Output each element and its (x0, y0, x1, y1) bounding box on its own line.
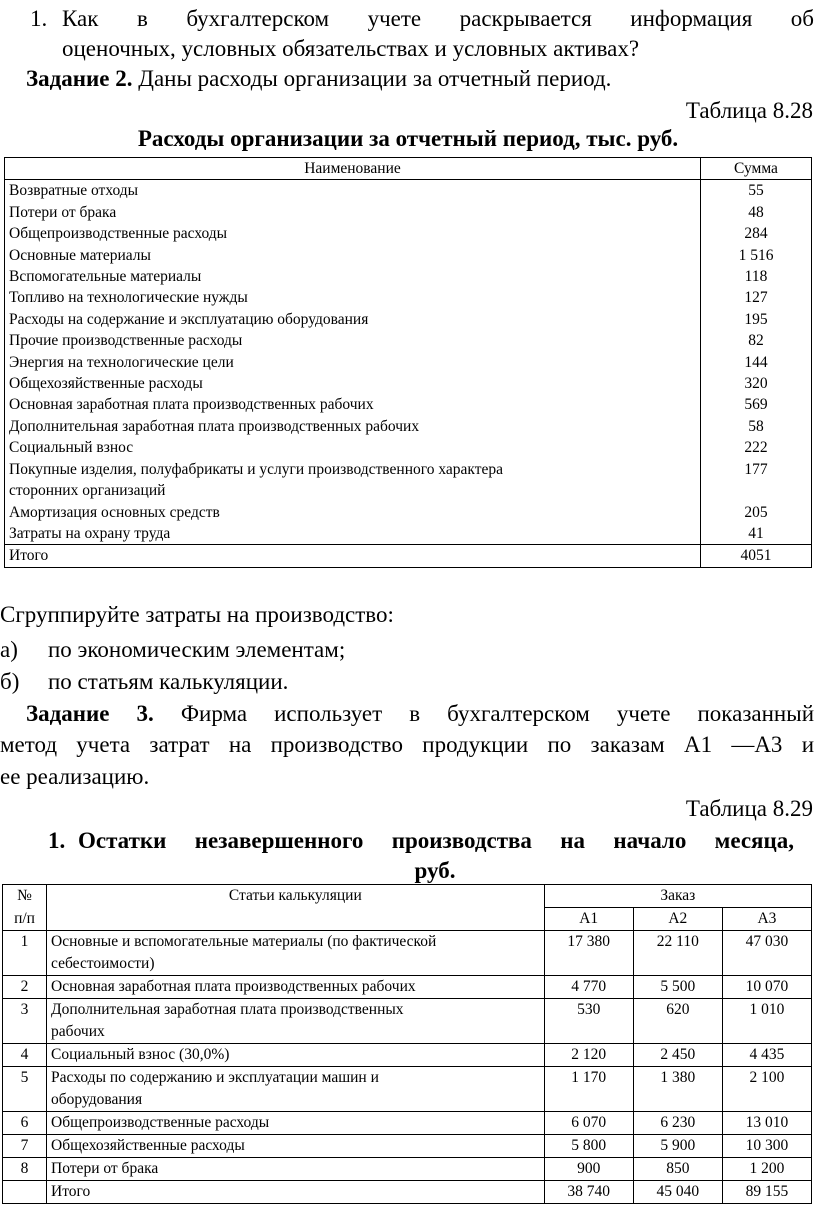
wip-total-row (3, 1181, 812, 1204)
wip-a3: 10 070 (722, 976, 811, 999)
expense-name-line: Вспомогательные материалы (9, 268, 202, 286)
header-a1: А1 (544, 908, 633, 931)
wip-a3: 47 030 (722, 931, 811, 976)
wip-a3: 1 200 (722, 1158, 811, 1181)
wip-a1: 1 170 (544, 1067, 633, 1112)
expense-name (5, 202, 701, 223)
table-8-29-title-line-2: руб. (414, 858, 456, 883)
expense-name (5, 373, 701, 394)
expense-row (5, 437, 812, 458)
expense-row (5, 309, 812, 330)
wip-a1: 17 380 (544, 931, 633, 976)
task-3-line-1 (26, 699, 814, 729)
expense-row (5, 394, 812, 415)
task-3-line-3: ее реализацию. (0, 764, 150, 789)
wip-total-label: Итого (47, 1181, 545, 1204)
expense-name (5, 437, 701, 458)
wip-a3: 4 435 (722, 1044, 811, 1067)
expense-row (5, 202, 812, 223)
expense-name (5, 287, 701, 308)
item-b: по статьям калькуляции. (48, 669, 289, 694)
expense-name (5, 223, 701, 244)
wip-row-name (47, 1067, 545, 1112)
expense-name (5, 266, 701, 287)
table-8-29-number: Таблица 8.29 (685, 796, 813, 821)
expense-sum: 82 (701, 330, 812, 351)
expense-row (5, 523, 812, 545)
expense-sum: 55 (701, 180, 812, 202)
wip-row-number: 8 (3, 1158, 47, 1181)
task-2-heading (26, 64, 611, 94)
expense-name-line: Возвратные отходы (9, 182, 139, 200)
item-a: по экономическим элементам; (48, 637, 346, 662)
wip-row-name-line: Основная заработная плата производственных рабочих (51, 978, 416, 995)
expense-name (5, 502, 701, 523)
wip-a2: 620 (633, 999, 722, 1044)
expense-name-line: Прочие производственные расходы (9, 332, 243, 350)
question-1-number: 1. (30, 6, 48, 31)
expense-sum: 284 (701, 223, 812, 244)
expense-name-line: Амортизация основных средств (9, 503, 220, 521)
table-8-29-title-line-1: Остатки незавершенного производства на начало месяца, (78, 828, 794, 853)
wip-a3: 1 010 (722, 999, 811, 1044)
question-1-line-2: оценочных, условных обязательствах и условных активах? (62, 36, 640, 61)
wip-row (3, 1158, 812, 1181)
wip-row-name-line: Основные и вспомогательные материалы (по фактической (51, 933, 437, 950)
wip-row-number: 3 (3, 999, 47, 1044)
header-num-2: п/п (3, 908, 47, 931)
wip-a2: 1 380 (633, 1067, 722, 1112)
wip-header-row-2 (3, 908, 812, 931)
expense-row (5, 330, 812, 351)
wip-total-number (3, 1181, 47, 1204)
wip-row-name-line-2: рабочих (51, 1023, 105, 1040)
expense-total-sum: 4051 (701, 545, 812, 567)
wip-a3: 13 010 (722, 1112, 811, 1135)
expense-sum: 1 516 (701, 245, 812, 266)
wip-row-number: 1 (3, 931, 47, 976)
table-8-29-title-number: 1. (48, 828, 66, 853)
wip-header-row-1 (3, 885, 812, 908)
wip-a1: 530 (544, 999, 633, 1044)
expense-sum: 127 (701, 287, 812, 308)
expense-row (5, 287, 812, 308)
wip-row-name-line: Общехозяйственные расходы (51, 1137, 245, 1154)
header-sum: Сумма (701, 158, 812, 180)
expense-name-line-2: сторонних организаций (9, 482, 166, 500)
expense-sum: 320 (701, 373, 812, 394)
task-3-label: Задание 3. (26, 701, 154, 726)
header-a3: А3 (722, 908, 811, 931)
wip-row-name-line-2: себестоимости) (51, 955, 155, 972)
wip-a1: 2 120 (544, 1044, 633, 1067)
expense-sum: 177 (701, 459, 812, 502)
expense-name-line: Расходы на содержание и эксплуатацию оборудования (9, 310, 369, 328)
expense-sum: 144 (701, 352, 812, 373)
wip-a1: 6 070 (544, 1112, 633, 1135)
expense-name (5, 523, 701, 545)
expense-name-line: Общехозяйственные расходы (9, 375, 203, 393)
expense-row (5, 180, 812, 202)
wip-row (3, 999, 812, 1044)
expense-sum: 195 (701, 309, 812, 330)
wip-a2: 850 (633, 1158, 722, 1181)
wip-row-name (47, 1158, 545, 1181)
wip-row-name (47, 931, 545, 976)
instruction: Сгруппируйте затраты на производство: (0, 602, 394, 627)
wip-table (2, 884, 812, 1204)
wip-total-a3: 89 155 (722, 1181, 811, 1204)
expense-name-line: Энергия на технологические цели (9, 353, 234, 371)
expense-row (5, 223, 812, 244)
wip-a1: 5 800 (544, 1135, 633, 1158)
expense-name-line: Затраты на охрану труда (9, 524, 171, 542)
expense-name (5, 416, 701, 437)
wip-row-name (47, 999, 545, 1044)
expense-name-line: Дополнительная заработная плата производственных рабочих (9, 417, 420, 435)
expense-name (5, 394, 701, 415)
wip-row-name-line: Социальный взнос (30,0%) (51, 1046, 230, 1063)
expense-name (5, 330, 701, 351)
wip-row (3, 1044, 812, 1067)
item-b-marker: б) (0, 669, 20, 694)
expense-row (5, 459, 812, 502)
wip-a3: 2 100 (722, 1067, 811, 1112)
wip-total-a2: 45 040 (633, 1181, 722, 1204)
expense-name (5, 180, 701, 202)
wip-row-name-line-2: оборудования (51, 1091, 143, 1108)
table-8-28-title (0, 124, 816, 154)
expense-row (5, 266, 812, 287)
question-1-line-1: Как в бухгалтерском учете раскрывается информация об (62, 6, 814, 31)
expense-name-line: Топливо на технологические нужды (9, 289, 248, 307)
expense-sum: 58 (701, 416, 812, 437)
wip-row-name (47, 1135, 545, 1158)
wip-row-number: 2 (3, 976, 47, 999)
expense-name-line: Общепроизводственные расходы (9, 225, 228, 243)
expense-sum: 222 (701, 437, 812, 458)
expense-sum: 41 (701, 523, 812, 545)
task-3-text: Фирма использует в бухгалтерском учете показанный (153, 701, 815, 726)
expense-name-line: Потери от брака (9, 203, 117, 221)
expense-name-line: Основная заработная плата производственных рабочих (9, 396, 374, 414)
header-name: Наименование (5, 158, 701, 180)
expense-name (5, 245, 701, 266)
wip-a1: 900 (544, 1158, 633, 1181)
expense-sum: 48 (701, 202, 812, 223)
wip-row-name-line: Расходы по содержанию и эксплуатации машин и (51, 1069, 379, 1086)
expense-name (5, 459, 701, 502)
header-num-1: № (3, 885, 47, 908)
expense-row (5, 352, 812, 373)
wip-row (3, 1112, 812, 1135)
wip-a3: 10 300 (722, 1135, 811, 1158)
table-8-28-number: Таблица 8.28 (685, 98, 813, 123)
expenses-table (4, 157, 812, 568)
expense-total-label: Итого (5, 545, 701, 567)
wip-total-a1: 38 740 (544, 1181, 633, 1204)
expenses-table-header (5, 158, 812, 180)
header-order: Заказ (544, 885, 811, 908)
wip-a2: 5 900 (633, 1135, 722, 1158)
expense-row (5, 416, 812, 437)
task-2-text: Даны расходы организации за отчетный период. (132, 66, 612, 91)
wip-row-number: 7 (3, 1135, 47, 1158)
expense-sum: 205 (701, 502, 812, 523)
expense-row (5, 502, 812, 523)
wip-row-number: 5 (3, 1067, 47, 1112)
expense-row (5, 245, 812, 266)
wip-a2: 6 230 (633, 1112, 722, 1135)
wip-a2: 2 450 (633, 1044, 722, 1067)
wip-row (3, 931, 812, 976)
wip-row (3, 1135, 812, 1158)
wip-row-name (47, 1044, 545, 1067)
wip-row-name-line: Общепроизводственные расходы (51, 1114, 270, 1131)
header-items-empty (47, 908, 545, 931)
expense-name-line: Социальный взнос (9, 439, 134, 457)
item-a-marker: а) (0, 637, 18, 662)
header-a2: А2 (633, 908, 722, 931)
expense-total-row (5, 545, 812, 567)
expense-name-line: Покупные изделия, полуфабрикаты и услуги производственного характера (9, 460, 503, 478)
table-8-28-title-text: Расходы организации за отчетный период, тыс. руб. (137, 126, 679, 151)
task-3-line-2: метод учета затрат на производство продукции по заказам А1 —А3 и (0, 732, 814, 757)
wip-row-name-line: Дополнительная заработная плата производственных (51, 1001, 404, 1018)
wip-row-number: 4 (3, 1044, 47, 1067)
wip-a2: 5 500 (633, 976, 722, 999)
wip-row-name-line: Потери от брака (51, 1160, 159, 1177)
header-items: Статьи калькуляции (47, 885, 545, 908)
expense-sum: 118 (701, 266, 812, 287)
expense-name (5, 309, 701, 330)
wip-row-name (47, 1112, 545, 1135)
wip-row-name (47, 976, 545, 999)
task-2-label: Задание 2. (26, 66, 133, 91)
expense-name (5, 352, 701, 373)
wip-a1: 4 770 (544, 976, 633, 999)
expense-name-line: Основные материалы (9, 246, 151, 264)
wip-row (3, 1067, 812, 1112)
wip-row-number: 6 (3, 1112, 47, 1135)
expense-sum: 569 (701, 394, 812, 415)
wip-row (3, 976, 812, 999)
wip-a2: 22 110 (633, 931, 722, 976)
expense-row (5, 373, 812, 394)
